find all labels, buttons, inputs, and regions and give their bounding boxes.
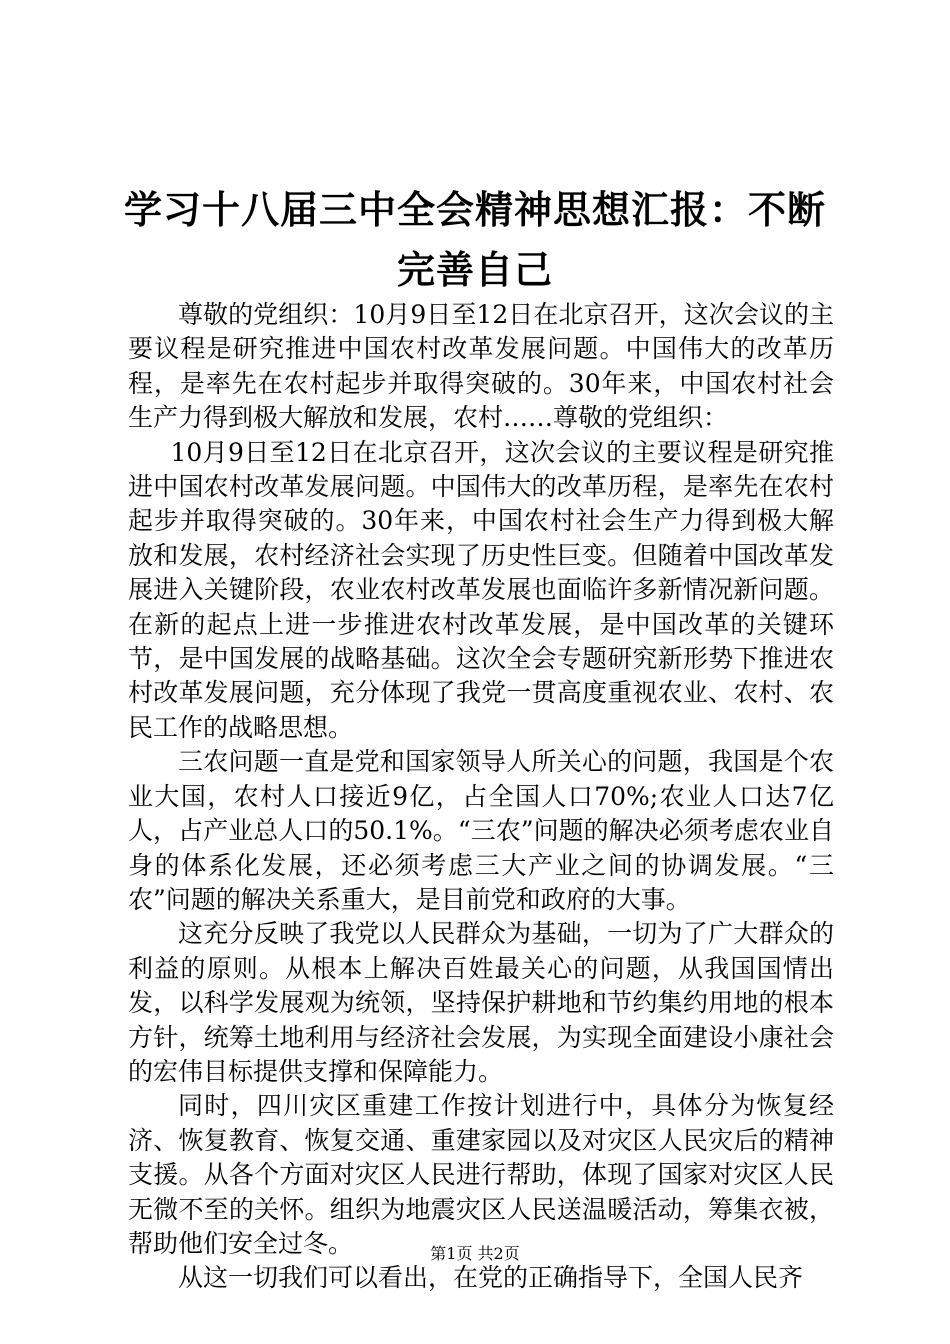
paragraph-4: 这充分反映了我党以人民群众为基础，一切为了广大群众的利益的原则。从根本上解决百姓最关心的问题，从我国国情出发，以科学发展观为统领，坚持保护耕地和节约集约用地的根本方针，统筹土地利用与经济社会发展，为实现全面建设小康社会的宏伟目标提供支撑和保障能力。 — [128, 919, 834, 1086]
paragraph-3: 三农问题一直是党和国家领导人所关心的问题，我国是个农业大国，农村人口接近9亿，占全国人口70%;农业人口达7亿人，占产业总人口的50.1%。“三农”问题的解决必须考虑农业自身的体系化发展，还必须考虑三大产业之间的协调发展。“三农”问题的解决关系重大，是目前党和政府的大事。 — [128, 747, 834, 914]
document-title: 学习十八届三中全会精神思想汇报：不断完善自己 — [123, 188, 826, 292]
paragraph-1: 尊敬的党组织：10月9日至12日在北京召开，这次会议的主要议程是研究推进中国农村改革发展问题。中国伟大的改革历程，是率先在农村起步并取得突破的。30年来，中国农村社会生产力得到极大解放和发展，农村……尊敬的党组织： — [128, 300, 834, 433]
document-body — [128, 298, 834, 1296]
paragraph-6: 从这一切我们可以看出，在党的正确指导下，全国人民齐 — [178, 1263, 804, 1293]
paragraph-5: 同时，四川灾区重建工作按计划进行中，具体分为恢复经济、恢复教育、恢复交通、重建家园以及对灾区人民灾后的精神支援。从各个方面对灾区人民进行帮助，体现了国家对灾区人民无微不至的关怀。组织为地震灾区人民送温暖活动，筹集衣被，帮助他们安全过冬。 — [128, 1091, 834, 1258]
page-footer: 第1页 共2页 — [430, 1244, 520, 1263]
paragraph-2: 10月9日至12日在北京召开，这次会议的主要议程是研究推进中国农村改革发展问题。中国伟大的改革历程，是率先在农村起步并取得突破的。30年来，中国农村社会生产力得到极大解放和发展，农村经济社会实现了历史性巨变。但随着中国改革发展进入关键阶段，农业农村改革发展也面临许多新情况新问题。在新的起点上进一步推进农村改革发展，是中国改革的关键环节，是中国发展的战略基础。这次全会专题研究新形势下推进农村改革发展问题，充分体现了我党一贯高度重视农业、农村、农民工作的战略思想。 — [128, 437, 834, 742]
